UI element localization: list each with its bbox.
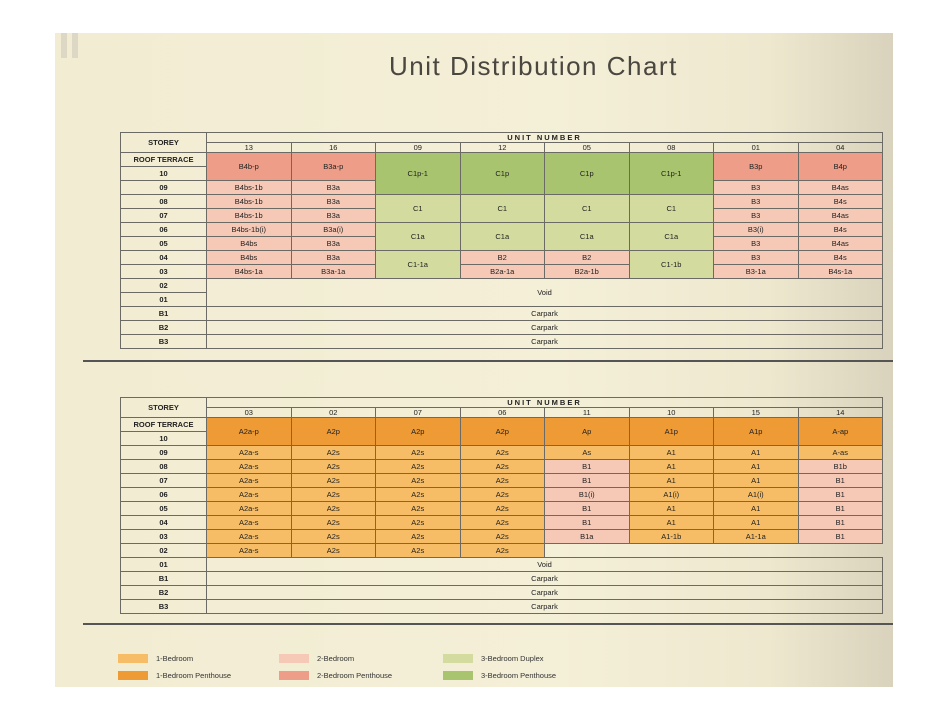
- unit-cell: B3p: [714, 153, 799, 181]
- storey-label: 02: [121, 279, 207, 293]
- unit-cell: B3a-p: [291, 153, 376, 181]
- storey-label: B2: [121, 321, 207, 335]
- legend-3-bedroom-duplex: [443, 654, 544, 663]
- brochure-page: [55, 33, 893, 687]
- storey-label: 05: [121, 502, 207, 516]
- unit-cell: B4bs-1a: [207, 265, 292, 279]
- unit-cell: B1: [545, 460, 630, 474]
- unit-cell: B3a: [291, 251, 376, 265]
- unit-cell: B3: [714, 237, 799, 251]
- unit-col-header: 10: [629, 408, 714, 418]
- storey-label: ROOF TERRACE: [121, 418, 207, 432]
- unit-cell: A2a-s: [207, 544, 292, 558]
- unit-cell: A2p: [460, 418, 545, 446]
- unit-cell: A1: [714, 446, 799, 460]
- unit-cell: B4s-1a: [798, 265, 883, 279]
- legend-1-bedroom-penthouse: [118, 671, 231, 680]
- unit-cell: A1: [629, 516, 714, 530]
- storey-label: B1: [121, 307, 207, 321]
- unit-cell: B1b: [798, 460, 883, 474]
- unit-cell: A-ap: [798, 418, 883, 446]
- storey-label: 07: [121, 209, 207, 223]
- empty-cell: [545, 544, 883, 558]
- unit-cell: A2s: [291, 488, 376, 502]
- unit-cell: C1-1b: [629, 251, 714, 279]
- legend-label: 2-Bedroom Penthouse: [317, 671, 393, 680]
- unit-cell: A1: [629, 474, 714, 488]
- unit-cell: B1: [798, 516, 883, 530]
- legend-swatch: [118, 654, 148, 663]
- legend-3-bedroom-penthouse: [443, 671, 556, 680]
- unit-cell: B3a: [291, 181, 376, 195]
- storey-label: 08: [121, 460, 207, 474]
- unit-cell: A2s: [376, 544, 461, 558]
- legend-2-bedroom-penthouse: [279, 671, 392, 680]
- unit-col-header: 05: [545, 143, 630, 153]
- unit-number-header: UNIT NUMBER: [207, 398, 883, 408]
- section-divider: [83, 360, 893, 362]
- unit-cell: B3a: [291, 237, 376, 251]
- storey-label: 10: [121, 167, 207, 181]
- unit-cell: A2s: [460, 502, 545, 516]
- unit-cell: C1: [460, 195, 545, 223]
- storey-label: 05: [121, 237, 207, 251]
- carpark-cell: Carpark: [207, 307, 883, 321]
- unit-cell: A2s: [376, 488, 461, 502]
- unit-col-header: 12: [460, 143, 545, 153]
- unit-cell: A2a-s: [207, 516, 292, 530]
- unit-number-header: UNIT NUMBER: [207, 133, 883, 143]
- unit-cell: C1-1a: [376, 251, 461, 279]
- unit-cell: A2s: [460, 516, 545, 530]
- storey-label: 03: [121, 265, 207, 279]
- unit-cell: B4bs-1b(i): [207, 223, 292, 237]
- unit-cell: A2s: [376, 474, 461, 488]
- unit-cell: C1a: [629, 223, 714, 251]
- unit-cell: C1a: [376, 223, 461, 251]
- page-title: Unit Distribution Chart: [389, 51, 678, 81]
- unit-col-header: 15: [714, 408, 799, 418]
- section-divider: [83, 623, 893, 625]
- unit-cell: A2s: [460, 530, 545, 544]
- unit-cell: B1: [798, 530, 883, 544]
- unit-cell: B3a: [291, 195, 376, 209]
- legend-label: 2-Bedroom: [317, 654, 355, 663]
- unit-cell: A1-1b: [629, 530, 714, 544]
- unit-col-header: 02: [291, 408, 376, 418]
- storey-label: B2: [121, 586, 207, 600]
- unit-cell: A2a-s: [207, 488, 292, 502]
- legend-label: 1-Bedroom Penthouse: [156, 671, 232, 680]
- unit-cell: C1p-1: [629, 153, 714, 195]
- storey-label: 06: [121, 223, 207, 237]
- legend-swatch: [118, 671, 148, 680]
- storey-label: 04: [121, 516, 207, 530]
- unit-cell: B4bs: [207, 237, 292, 251]
- legend-label: 3-Bedroom Penthouse: [481, 671, 557, 680]
- unit-cell: B1: [798, 474, 883, 488]
- unit-cell: A1: [629, 502, 714, 516]
- unit-cell: A1: [714, 460, 799, 474]
- unit-cell: A1-1a: [714, 530, 799, 544]
- unit-cell: A2s: [291, 460, 376, 474]
- unit-cell: C1: [545, 195, 630, 223]
- storey-label: 03: [121, 530, 207, 544]
- unit-cell: As: [545, 446, 630, 460]
- unit-cell: A2s: [460, 446, 545, 460]
- unit-cell: A1: [629, 460, 714, 474]
- storey-header: STOREY: [121, 133, 207, 153]
- unit-col-header: 14: [798, 408, 883, 418]
- unit-cell: A2s: [460, 544, 545, 558]
- unit-cell: A2p: [291, 418, 376, 446]
- unit-cell: A1: [714, 516, 799, 530]
- legend-swatch: [279, 671, 309, 680]
- unit-cell: B3a(i): [291, 223, 376, 237]
- unit-cell: B4as: [798, 237, 883, 251]
- void-cell: Void: [207, 558, 883, 572]
- unit-cell: B1: [545, 516, 630, 530]
- unit-cell: B4p: [798, 153, 883, 181]
- unit-col-header: 06: [460, 408, 545, 418]
- unit-cell: B2: [545, 251, 630, 265]
- unit-cell: A2s: [376, 460, 461, 474]
- unit-cell: B4s: [798, 223, 883, 237]
- unit-cell: B4bs-1b: [207, 181, 292, 195]
- storey-label: 09: [121, 446, 207, 460]
- unit-cell: Ap: [545, 418, 630, 446]
- carpark-cell: Carpark: [207, 586, 883, 600]
- unit-cell: A2p: [376, 418, 461, 446]
- unit-cell: A2a-s: [207, 446, 292, 460]
- legend-swatch: [443, 654, 473, 663]
- unit-cell: C1a: [545, 223, 630, 251]
- storey-label: 06: [121, 488, 207, 502]
- unit-cell: A1p: [629, 418, 714, 446]
- unit-cell: A1(i): [714, 488, 799, 502]
- unit-cell: B1: [798, 502, 883, 516]
- carpark-cell: Carpark: [207, 600, 883, 614]
- unit-col-header: 11: [545, 408, 630, 418]
- unit-cell: A2s: [291, 474, 376, 488]
- unit-cell: B3: [714, 181, 799, 195]
- unit-cell: B3(i): [714, 223, 799, 237]
- page-tab-marks: [61, 33, 95, 58]
- legend-swatch: [279, 654, 309, 663]
- unit-col-header: 13: [207, 143, 292, 153]
- storey-label: ROOF TERRACE: [121, 153, 207, 167]
- carpark-cell: Carpark: [207, 572, 883, 586]
- unit-cell: A2s: [376, 516, 461, 530]
- storey-label: 01: [121, 293, 207, 307]
- storey-label: B3: [121, 335, 207, 349]
- unit-cell: A2s: [291, 544, 376, 558]
- unit-cell: B1: [798, 488, 883, 502]
- unit-cell: B3: [714, 209, 799, 223]
- unit-cell: B2a-1a: [460, 265, 545, 279]
- unit-cell: A2s: [460, 474, 545, 488]
- storey-label: 08: [121, 195, 207, 209]
- unit-cell: B4b-p: [207, 153, 292, 181]
- unit-cell: A1: [714, 474, 799, 488]
- unit-cell: A2s: [460, 488, 545, 502]
- unit-cell: B4bs: [207, 251, 292, 265]
- unit-cell: A2a-s: [207, 530, 292, 544]
- storey-label: 01: [121, 558, 207, 572]
- unit-cell: B4s: [798, 251, 883, 265]
- carpark-cell: Carpark: [207, 335, 883, 349]
- unit-cell: A2s: [376, 530, 461, 544]
- unit-cell: B1: [545, 502, 630, 516]
- unit-col-header: 08: [629, 143, 714, 153]
- unit-cell: A2a-s: [207, 502, 292, 516]
- unit-cell: B4as: [798, 209, 883, 223]
- unit-cell: A2s: [291, 446, 376, 460]
- unit-cell: B2: [460, 251, 545, 265]
- unit-cell: A1p: [714, 418, 799, 446]
- unit-cell: A2s: [291, 530, 376, 544]
- carpark-cell: Carpark: [207, 321, 883, 335]
- legend-swatch: [443, 671, 473, 680]
- unit-cell: B3a: [291, 209, 376, 223]
- legend-1-bedroom: [118, 654, 193, 663]
- unit-cell: C1: [629, 195, 714, 223]
- storey-label: B1: [121, 572, 207, 586]
- unit-col-header: 01: [714, 143, 799, 153]
- unit-cell: A2a-s: [207, 460, 292, 474]
- unit-cell: A1: [714, 502, 799, 516]
- bottom-distribution-table: [120, 397, 883, 614]
- unit-cell: B4bs-1b: [207, 195, 292, 209]
- storey-label: B3: [121, 600, 207, 614]
- storey-label: 10: [121, 432, 207, 446]
- unit-cell: B4s: [798, 195, 883, 209]
- unit-cell: C1p: [460, 153, 545, 195]
- unit-col-header: 07: [376, 408, 461, 418]
- unit-cell: B1: [545, 474, 630, 488]
- unit-cell: B3a-1a: [291, 265, 376, 279]
- unit-cell: A2s: [376, 502, 461, 516]
- unit-cell: A2s: [376, 446, 461, 460]
- storey-label: 07: [121, 474, 207, 488]
- unit-cell: A-as: [798, 446, 883, 460]
- unit-cell: B3: [714, 195, 799, 209]
- unit-cell: B3: [714, 251, 799, 265]
- storey-label: 02: [121, 544, 207, 558]
- void-cell: Void: [207, 279, 883, 307]
- storey-label: 04: [121, 251, 207, 265]
- unit-cell: C1: [376, 195, 461, 223]
- legend-label: 3-Bedroom Duplex: [481, 654, 544, 663]
- storey-label: 09: [121, 181, 207, 195]
- unit-cell: A2s: [291, 502, 376, 516]
- unit-col-header: 09: [376, 143, 461, 153]
- unit-cell: A1(i): [629, 488, 714, 502]
- unit-cell: B4as: [798, 181, 883, 195]
- unit-cell: A2s: [291, 516, 376, 530]
- unit-cell: C1p: [545, 153, 630, 195]
- unit-col-header: 03: [207, 408, 292, 418]
- unit-col-header: 04: [798, 143, 883, 153]
- unit-cell: A1: [629, 446, 714, 460]
- top-distribution-table: [120, 132, 883, 349]
- unit-cell: A2a-p: [207, 418, 292, 446]
- storey-header: STOREY: [121, 398, 207, 418]
- unit-cell: B4bs-1b: [207, 209, 292, 223]
- unit-cell: A2a-s: [207, 474, 292, 488]
- unit-cell: A2s: [460, 460, 545, 474]
- unit-cell: B1a: [545, 530, 630, 544]
- unit-cell: C1p-1: [376, 153, 461, 195]
- legend-label: 1-Bedroom: [156, 654, 194, 663]
- unit-cell: C1a: [460, 223, 545, 251]
- unit-cell: B2a-1b: [545, 265, 630, 279]
- legend-2-bedroom: [279, 654, 354, 663]
- unit-cell: B1(i): [545, 488, 630, 502]
- unit-col-header: 16: [291, 143, 376, 153]
- unit-cell: B3-1a: [714, 265, 799, 279]
